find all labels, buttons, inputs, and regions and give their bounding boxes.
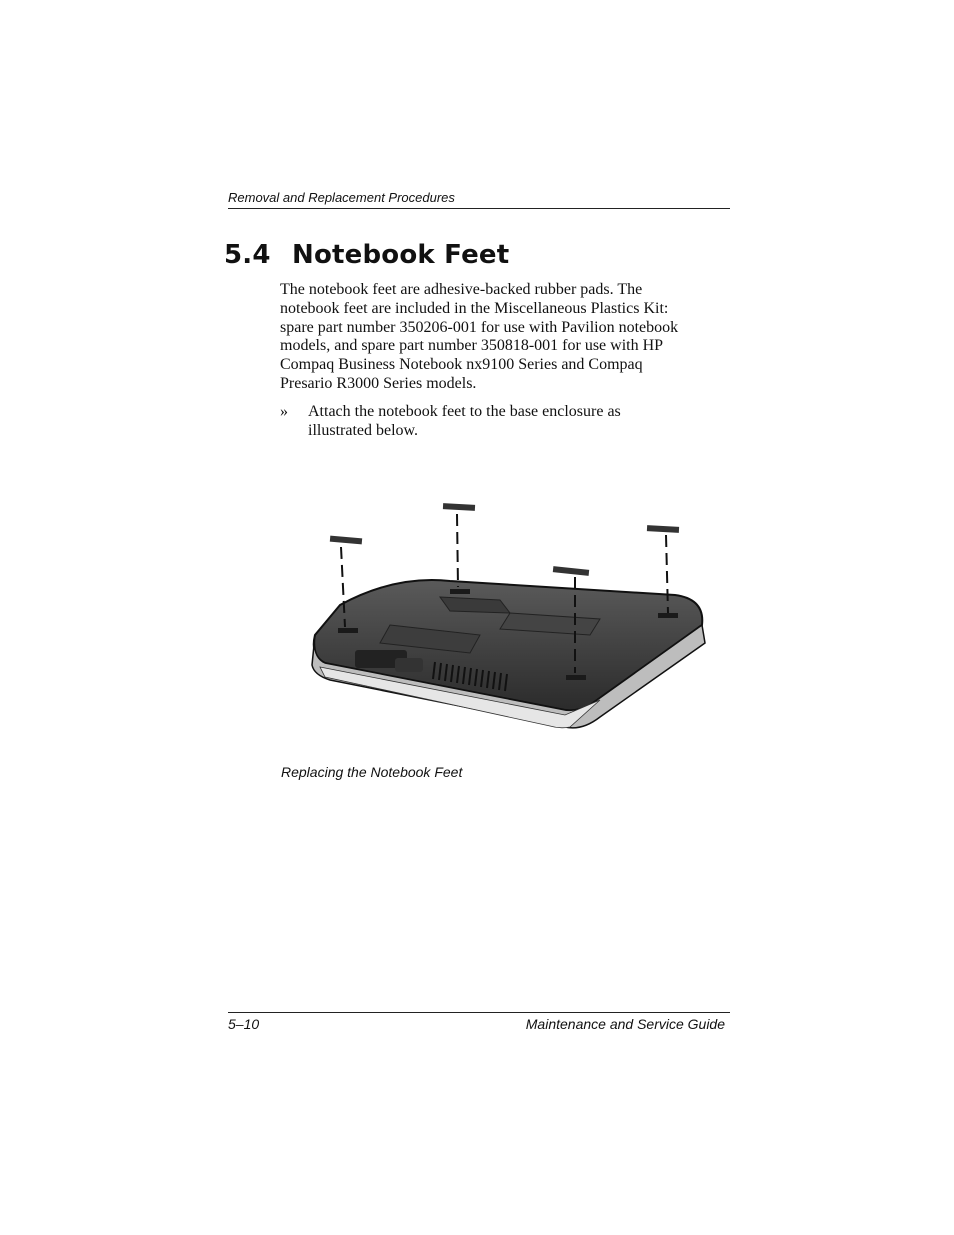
section-title: Notebook Feet xyxy=(292,240,510,270)
running-header: Removal and Replacement Procedures xyxy=(228,190,730,209)
page-number: 5–10 xyxy=(228,1016,260,1032)
instruction-step xyxy=(280,402,680,440)
guide-title: Maintenance and Service Guide xyxy=(525,1016,725,1032)
step-marker: » xyxy=(280,403,288,420)
body-paragraph: The notebook feet are adhesive-backed rubber pads. The notebook feet are included in the Miscellaneous Plastics Kit: spare part number 350206-001 for use with Pavilion notebook models, and spare part number 350818-001 for use with HP Compaq Business Notebook nx9100 Series and Compaq Presario R3000 Series models. xyxy=(280,281,679,392)
section-number: 5.4 xyxy=(224,240,271,270)
section-heading xyxy=(224,240,509,270)
step-text: Attach the notebook feet to the base enclosure as illustrated below. xyxy=(308,403,621,439)
notebook-base-drawing xyxy=(300,495,720,740)
page-footer xyxy=(228,1012,730,1032)
figure-caption: Replacing the Notebook Feet xyxy=(281,764,463,780)
notebook-feet-illustration xyxy=(300,495,720,740)
